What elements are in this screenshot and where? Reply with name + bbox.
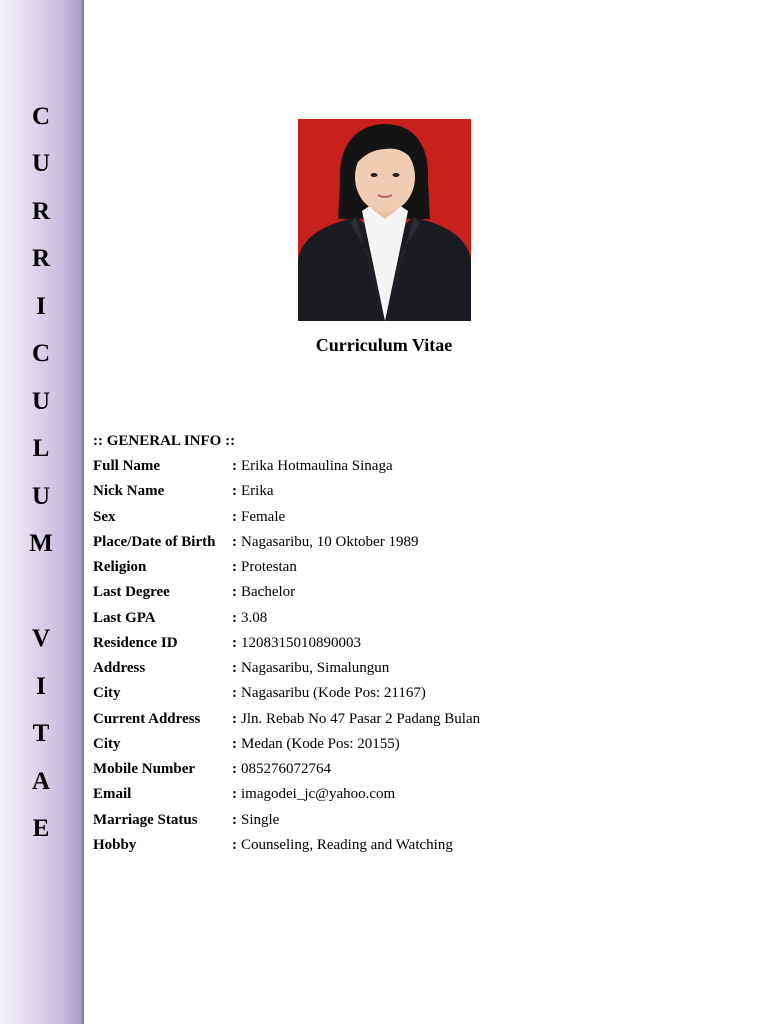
- sidebar-letter: V: [31, 625, 51, 652]
- profile-photo: [298, 119, 471, 321]
- info-value: Jln. Rebab No 47 Pasar 2 Padang Bulan: [241, 711, 481, 727]
- info-label: City: [93, 685, 121, 701]
- info-label: Last GPA: [93, 610, 156, 626]
- info-label: Email: [93, 786, 132, 802]
- info-value: Medan (Kode Pos: 20155): [241, 736, 400, 752]
- info-label: Full Name: [93, 458, 161, 474]
- info-separator: :: [232, 559, 237, 575]
- info-label: Sex: [93, 509, 116, 525]
- info-value: Single: [241, 812, 280, 828]
- info-value: Erika: [241, 483, 274, 499]
- info-separator: :: [232, 635, 237, 651]
- info-label: Address: [93, 660, 146, 676]
- info-label: Hobby: [93, 837, 137, 853]
- info-label: Place/Date of Birth: [93, 534, 216, 550]
- info-value: Erika Hotmaulina Sinaga: [241, 458, 393, 474]
- info-value: 3.08: [241, 610, 268, 626]
- sidebar-letter: T: [32, 720, 50, 747]
- info-value: Protestan: [241, 559, 297, 575]
- info-separator: :: [232, 736, 237, 752]
- sidebar-letter: C: [31, 340, 51, 367]
- sidebar-letter: L: [32, 435, 50, 462]
- info-label: Residence ID: [93, 635, 178, 651]
- info-value: Nagasaribu (Kode Pos: 21167): [241, 685, 426, 701]
- info-label: Mobile Number: [93, 761, 196, 777]
- info-label: Nick Name: [93, 483, 165, 499]
- sidebar-letter: R: [31, 198, 51, 225]
- info-label: Current Address: [93, 711, 201, 727]
- portrait-photo-icon: [298, 119, 471, 321]
- sidebar-letter: R: [31, 245, 51, 272]
- info-separator: :: [232, 584, 237, 600]
- sidebar-letter: M: [29, 530, 53, 557]
- sidebar-letter: U: [31, 388, 51, 415]
- info-label: Religion: [93, 559, 147, 575]
- document-title: Curriculum Vitae: [315, 335, 453, 355]
- info-label: Last Degree: [93, 584, 170, 600]
- info-separator: :: [232, 685, 237, 701]
- info-separator: :: [232, 786, 237, 802]
- info-separator: :: [232, 483, 237, 499]
- sidebar-banner: [0, 0, 84, 1024]
- info-separator: :: [232, 812, 237, 828]
- info-value: Bachelor: [241, 584, 296, 600]
- info-value: Nagasaribu, 10 Oktober 1989: [241, 534, 419, 550]
- info-value: 085276072764: [241, 761, 331, 777]
- info-separator: :: [232, 660, 237, 676]
- info-separator: :: [232, 458, 237, 474]
- sidebar-letter: U: [31, 483, 51, 510]
- sidebar-letter: U: [31, 150, 51, 177]
- sidebar-letter: C: [31, 103, 51, 130]
- info-label: City: [93, 736, 121, 752]
- info-separator: :: [232, 534, 237, 550]
- info-value: Nagasaribu, Simalungun: [241, 660, 390, 676]
- sidebar-letter: I: [36, 293, 46, 320]
- info-value: Counseling, Reading and Watching: [241, 837, 453, 853]
- info-separator: :: [232, 711, 237, 727]
- sidebar-letter: E: [32, 815, 50, 842]
- sidebar-letter: I: [36, 673, 46, 700]
- info-label: Marriage Status: [93, 812, 198, 828]
- sidebar-letter: A: [31, 768, 51, 795]
- info-separator: :: [232, 610, 237, 626]
- info-separator: :: [232, 761, 237, 777]
- info-value: Female: [241, 509, 286, 525]
- info-separator: :: [232, 837, 237, 853]
- info-separator: :: [232, 509, 237, 525]
- section-heading-general-info: :: GENERAL INFO ::: [93, 433, 236, 449]
- info-value: 1208315010890003: [241, 635, 361, 651]
- info-value: imagodei_jc@yahoo.com: [241, 786, 396, 802]
